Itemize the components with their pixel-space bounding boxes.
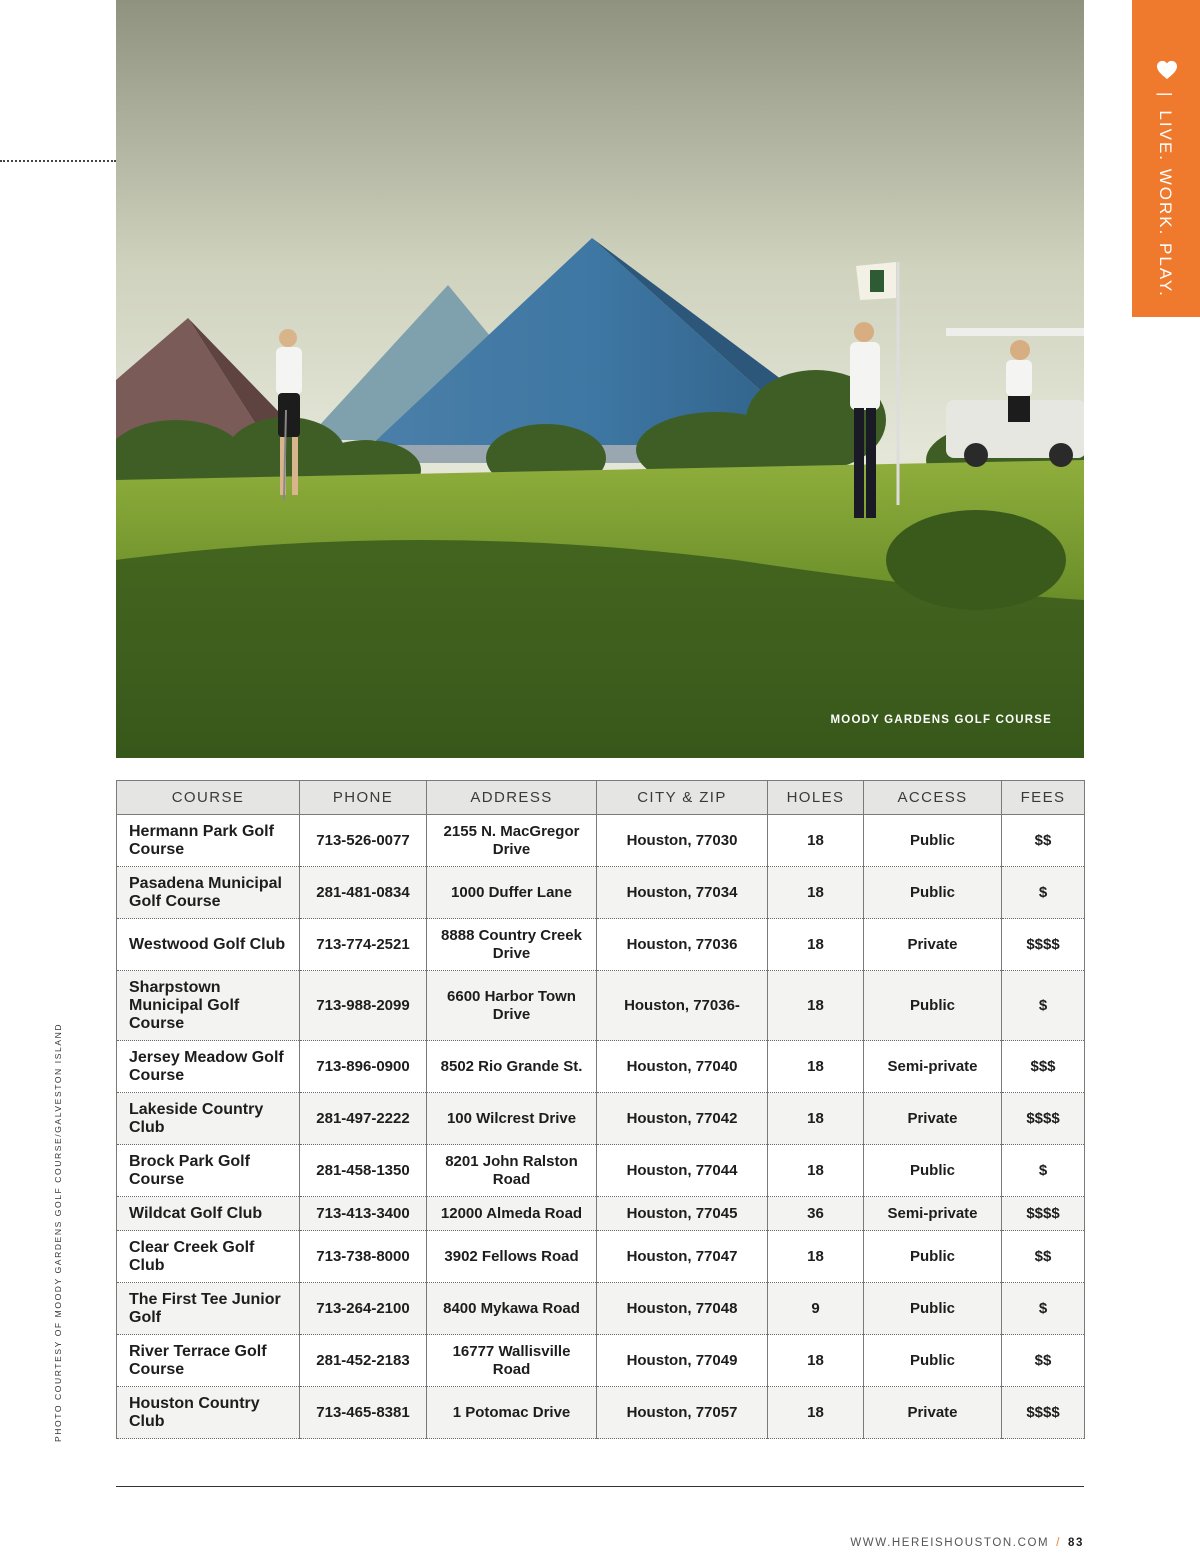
cell-address: 100 Wilcrest Drive xyxy=(427,1093,597,1145)
cell-fees: $$$ xyxy=(1002,1041,1085,1093)
cell-address: 6600 Harbor Town Drive xyxy=(427,971,597,1041)
cell-address: 8888 Country Creek Drive xyxy=(427,919,597,971)
cell-holes: 18 xyxy=(768,1145,864,1197)
cell-fees: $$ xyxy=(1002,1231,1085,1283)
table-row xyxy=(117,971,1085,1041)
tab-title: LIVE. WORK. PLAY. xyxy=(1156,110,1175,298)
page-number: 83 xyxy=(1068,1537,1084,1549)
cell-course: The First Tee Junior Golf xyxy=(117,1283,300,1335)
cell-holes: 18 xyxy=(768,971,864,1041)
footer-separator: / xyxy=(1056,1537,1061,1549)
cell-access: Public xyxy=(864,971,1002,1041)
cell-fees: $$$$ xyxy=(1002,1197,1085,1231)
cell-address: 1 Potomac Drive xyxy=(427,1387,597,1439)
cell-access: Public xyxy=(864,1335,1002,1387)
cell-access: Public xyxy=(864,815,1002,867)
cell-city-zip: Houston, 77044 xyxy=(597,1145,768,1197)
cell-address: 3902 Fellows Road xyxy=(427,1231,597,1283)
section-tab-label xyxy=(1155,92,1175,298)
table-row xyxy=(117,815,1085,867)
cell-fees: $$ xyxy=(1002,1335,1085,1387)
cell-holes: 18 xyxy=(768,1231,864,1283)
table-row xyxy=(117,1283,1085,1335)
photo-caption: MOODY GARDENS GOLF COURSE xyxy=(830,714,1052,726)
cell-city-zip: Houston, 77047 xyxy=(597,1231,768,1283)
cell-phone: 713-774-2521 xyxy=(300,919,427,971)
cell-holes: 18 xyxy=(768,867,864,919)
cell-phone: 713-896-0900 xyxy=(300,1041,427,1093)
photo-credit: PHOTO COURTESY OF MOODY GARDENS GOLF COURSE/GALVESTON ISLAND xyxy=(53,1022,63,1442)
cell-city-zip: Houston, 77049 xyxy=(597,1335,768,1387)
golf-course-table xyxy=(116,780,1085,1439)
cell-phone: 281-452-2183 xyxy=(300,1335,427,1387)
cell-phone: 713-264-2100 xyxy=(300,1283,427,1335)
header-address: ADDRESS xyxy=(427,781,597,815)
cell-fees: $ xyxy=(1002,1145,1085,1197)
cell-holes: 18 xyxy=(768,1387,864,1439)
cell-city-zip: Houston, 77057 xyxy=(597,1387,768,1439)
cell-course: Clear Creek Golf Club xyxy=(117,1231,300,1283)
cell-address: 2155 N. MacGregor Drive xyxy=(427,815,597,867)
table-row xyxy=(117,1041,1085,1093)
cell-course: Pasadena Municipal Golf Course xyxy=(117,867,300,919)
cell-address: 8400 Mykawa Road xyxy=(427,1283,597,1335)
cell-holes: 36 xyxy=(768,1197,864,1231)
table-header-row xyxy=(117,781,1085,815)
cell-fees: $ xyxy=(1002,971,1085,1041)
cell-address: 12000 Almeda Road xyxy=(427,1197,597,1231)
table-row xyxy=(117,1231,1085,1283)
cell-fees: $$$$ xyxy=(1002,919,1085,971)
cell-phone: 281-497-2222 xyxy=(300,1093,427,1145)
footer-rule xyxy=(116,1486,1084,1487)
table-row xyxy=(117,919,1085,971)
cell-fees: $$$$ xyxy=(1002,1387,1085,1439)
cell-phone: 281-481-0834 xyxy=(300,867,427,919)
cell-holes: 18 xyxy=(768,815,864,867)
table-row xyxy=(117,867,1085,919)
cell-access: Public xyxy=(864,1145,1002,1197)
cell-holes: 18 xyxy=(768,1041,864,1093)
cell-course: River Terrace Golf Course xyxy=(117,1335,300,1387)
header-course: COURSE xyxy=(117,781,300,815)
cell-address: 16777 Wallisville Road xyxy=(427,1335,597,1387)
cell-holes: 18 xyxy=(768,1093,864,1145)
cell-city-zip: Houston, 77042 xyxy=(597,1093,768,1145)
hero-photo xyxy=(116,0,1084,758)
cell-city-zip: Houston, 77045 xyxy=(597,1197,768,1231)
cell-course: Jersey Meadow Golf Course xyxy=(117,1041,300,1093)
cell-access: Private xyxy=(864,919,1002,971)
cell-city-zip: Houston, 77034 xyxy=(597,867,768,919)
cell-course: Sharpstown Municipal Golf Course xyxy=(117,971,300,1041)
section-tab xyxy=(1132,0,1200,317)
cell-holes: 18 xyxy=(768,1335,864,1387)
table-row xyxy=(117,1335,1085,1387)
header-access: ACCESS xyxy=(864,781,1002,815)
cell-access: Public xyxy=(864,1231,1002,1283)
cell-phone: 713-988-2099 xyxy=(300,971,427,1041)
page-footer xyxy=(850,1537,1084,1549)
cell-phone: 713-465-8381 xyxy=(300,1387,427,1439)
table-row xyxy=(117,1387,1085,1439)
header-phone: PHONE xyxy=(300,781,427,815)
header-fees: FEES xyxy=(1002,781,1085,815)
cell-city-zip: Houston, 77040 xyxy=(597,1041,768,1093)
cell-course: Wildcat Golf Club xyxy=(117,1197,300,1231)
cell-holes: 18 xyxy=(768,919,864,971)
golf-course-illustration xyxy=(116,0,1084,758)
cell-access: Private xyxy=(864,1093,1002,1145)
cell-phone: 713-413-3400 xyxy=(300,1197,427,1231)
website-url[interactable]: WWW.HEREISHOUSTON.COM xyxy=(850,1537,1050,1549)
cell-course: Brock Park Golf Course xyxy=(117,1145,300,1197)
cell-phone: 713-526-0077 xyxy=(300,815,427,867)
cell-access: Public xyxy=(864,867,1002,919)
dotted-rule xyxy=(0,160,116,162)
cell-city-zip: Houston, 77030 xyxy=(597,815,768,867)
header-city-zip: CITY & ZIP xyxy=(597,781,768,815)
heart-icon xyxy=(1156,60,1178,80)
cell-address: 1000 Duffer Lane xyxy=(427,867,597,919)
cell-city-zip: Houston, 77036- xyxy=(597,971,768,1041)
table-row xyxy=(117,1093,1085,1145)
cell-fees: $ xyxy=(1002,867,1085,919)
tab-separator: | xyxy=(1156,92,1175,99)
table-row xyxy=(117,1197,1085,1231)
cell-fees: $$ xyxy=(1002,815,1085,867)
cell-address: 8502 Rio Grande St. xyxy=(427,1041,597,1093)
cell-access: Semi-private xyxy=(864,1041,1002,1093)
cell-fees: $$$$ xyxy=(1002,1093,1085,1145)
cell-fees: $ xyxy=(1002,1283,1085,1335)
cell-phone: 713-738-8000 xyxy=(300,1231,427,1283)
cell-access: Private xyxy=(864,1387,1002,1439)
cell-city-zip: Houston, 77048 xyxy=(597,1283,768,1335)
cell-address: 8201 John Ralston Road xyxy=(427,1145,597,1197)
table-row xyxy=(117,1145,1085,1197)
cell-access: Public xyxy=(864,1283,1002,1335)
cell-access: Semi-private xyxy=(864,1197,1002,1231)
cell-course: Lakeside Country Club xyxy=(117,1093,300,1145)
cell-course: Westwood Golf Club xyxy=(117,919,300,971)
cell-phone: 281-458-1350 xyxy=(300,1145,427,1197)
cell-course: Houston Country Club xyxy=(117,1387,300,1439)
cell-holes: 9 xyxy=(768,1283,864,1335)
header-holes: HOLES xyxy=(768,781,864,815)
cell-course: Hermann Park Golf Course xyxy=(117,815,300,867)
cell-city-zip: Houston, 77036 xyxy=(597,919,768,971)
